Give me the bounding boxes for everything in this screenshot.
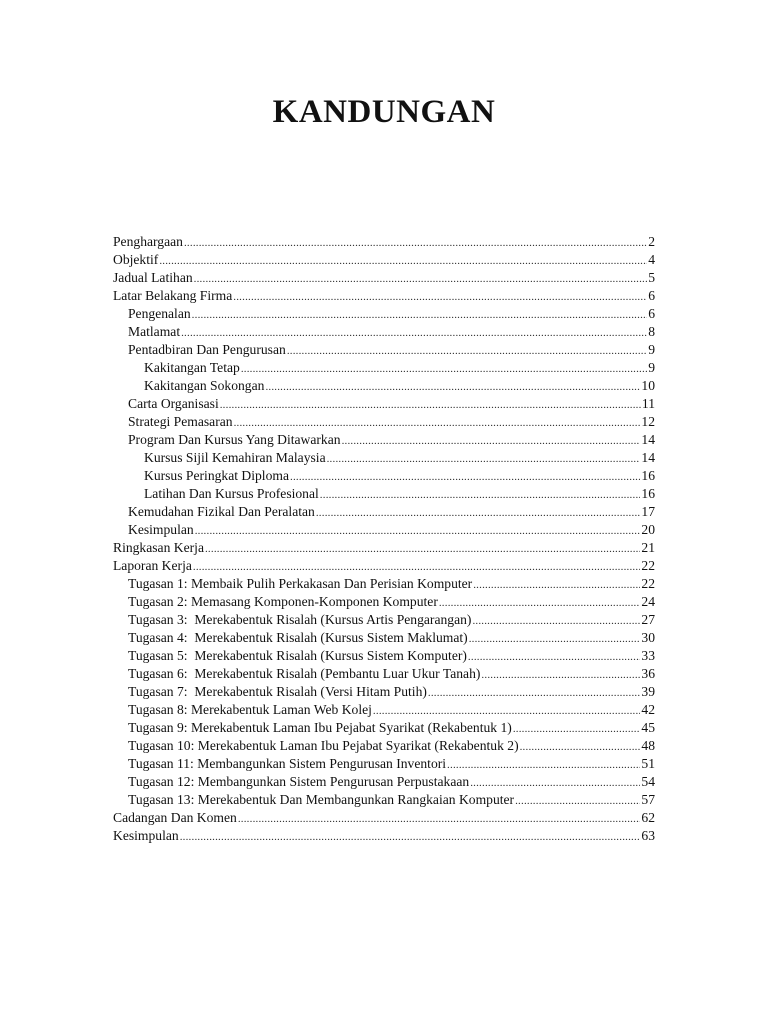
toc-entry-label: Kesimpulan <box>113 828 179 843</box>
toc-entry <box>113 359 655 377</box>
toc-entry-page-number: 45 <box>641 720 655 735</box>
toc-dot-leader <box>205 540 640 558</box>
toc-dot-leader <box>238 810 641 828</box>
toc-dot-leader <box>184 234 647 252</box>
toc-dot-leader <box>316 504 641 522</box>
toc-entry <box>113 503 655 521</box>
toc-entry-label: Tugasan 9: Merekabentuk Laman Ibu Pejabat Syarikat (Rekabentuk 1) <box>128 720 512 735</box>
toc-entry-page-number: 21 <box>641 540 655 555</box>
toc-dot-leader <box>265 378 640 396</box>
toc-entry-page-number: 22 <box>641 576 655 591</box>
toc-entry <box>113 467 655 485</box>
toc-entry-page-number: 6 <box>648 288 655 303</box>
table-of-contents <box>113 233 655 845</box>
toc-entry <box>113 521 655 539</box>
toc-entry-page-number: 8 <box>648 324 655 339</box>
toc-entry <box>113 269 655 287</box>
toc-dot-leader <box>180 828 641 846</box>
toc-entry-page-number: 30 <box>641 630 655 645</box>
toc-entry-label: Latar Belakang Firma <box>113 288 233 303</box>
toc-entry-label: Carta Organisasi <box>128 396 219 411</box>
toc-entry-label: Tugasan 10: Merekabentuk Laman Ibu Pejabat Syarikat (Rekabentuk 2) <box>128 738 519 753</box>
toc-dot-leader <box>469 630 641 648</box>
toc-dot-leader <box>194 270 648 288</box>
toc-entry-label: Penghargaan <box>113 234 183 249</box>
toc-dot-leader <box>241 360 647 378</box>
toc-dot-leader <box>290 468 640 486</box>
toc-entry <box>113 719 655 737</box>
toc-entry-page-number: 57 <box>641 792 655 807</box>
toc-entry-page-number: 27 <box>641 612 655 627</box>
toc-entry-label: Tugasan 7: Merekabentuk Risalah (Versi Hitam Putih) <box>128 684 427 699</box>
toc-entry <box>113 341 655 359</box>
toc-entry <box>113 629 655 647</box>
toc-entry-label: Kakitangan Tetap <box>144 360 240 375</box>
toc-dot-leader <box>513 720 641 738</box>
toc-entry-page-number: 33 <box>641 648 655 663</box>
toc-entry <box>113 737 655 755</box>
toc-entry-page-number: 39 <box>641 684 655 699</box>
toc-entry-page-number: 24 <box>641 594 655 609</box>
toc-entry-page-number: 9 <box>648 342 655 357</box>
toc-entry-label: Kesimpulan <box>128 522 194 537</box>
toc-entry-label: Strategi Pemasaran <box>128 414 233 429</box>
toc-entry-page-number: 51 <box>641 756 655 771</box>
toc-dot-leader <box>428 684 641 702</box>
toc-entry-label: Pentadbiran Dan Pengurusan <box>128 342 286 357</box>
toc-entry-label: Tugasan 12: Membangunkan Sistem Pengurusan Perpustakaan <box>128 774 470 789</box>
toc-entry-page-number: 2 <box>648 234 655 249</box>
toc-entry-label: Pengenalan <box>128 306 191 321</box>
toc-entry-label: Kemudahan Fizikal Dan Peralatan <box>128 504 315 519</box>
toc-entry <box>113 773 655 791</box>
toc-entry-label: Tugasan 6: Merekabentuk Risalah (Pembantu Luar Ukur Tanah) <box>128 666 481 681</box>
toc-entry-page-number: 22 <box>641 558 655 573</box>
toc-entry <box>113 755 655 773</box>
toc-entry <box>113 665 655 683</box>
toc-entry-page-number: 10 <box>641 378 655 393</box>
toc-entry <box>113 305 655 323</box>
toc-entry <box>113 701 655 719</box>
toc-entry-page-number: 5 <box>648 270 655 285</box>
toc-entry <box>113 413 655 431</box>
toc-entry <box>113 791 655 809</box>
toc-entry-page-number: 17 <box>641 504 655 519</box>
toc-dot-leader <box>233 288 647 306</box>
toc-dot-leader <box>515 792 640 810</box>
toc-entry <box>113 593 655 611</box>
toc-entry-page-number: 14 <box>641 450 655 465</box>
toc-entry-label: Cadangan Dan Komen <box>113 810 237 825</box>
toc-entry-page-number: 54 <box>641 774 655 789</box>
toc-dot-leader <box>192 306 648 324</box>
toc-entry-page-number: 42 <box>641 702 655 717</box>
toc-entry <box>113 539 655 557</box>
toc-entry-page-number: 20 <box>641 522 655 537</box>
toc-dot-leader <box>468 648 640 666</box>
toc-entry-page-number: 16 <box>641 468 655 483</box>
toc-entry-page-number: 14 <box>641 432 655 447</box>
toc-entry-label: Program Dan Kursus Yang Ditawarkan <box>128 432 341 447</box>
toc-entry-page-number: 4 <box>648 252 655 267</box>
toc-entry-label: Tugasan 2: Memasang Komponen-Komponen Komputer <box>128 594 438 609</box>
toc-entry <box>113 809 655 827</box>
toc-entry-label: Tugasan 11: Membangunkan Sistem Pengurusan Inventori <box>128 756 447 771</box>
toc-dot-leader <box>320 486 641 504</box>
toc-entry-label: Ringkasan Kerja <box>113 540 204 555</box>
toc-dot-leader <box>220 396 641 414</box>
toc-entry-page-number: 12 <box>641 414 655 429</box>
toc-entry <box>113 557 655 575</box>
toc-entry <box>113 287 655 305</box>
toc-entry-label: Laporan Kerja <box>113 558 192 573</box>
toc-dot-leader <box>470 774 640 792</box>
toc-entry-page-number: 11 <box>641 396 655 411</box>
toc-entry-page-number: 48 <box>641 738 655 753</box>
toc-dot-leader <box>159 252 647 270</box>
toc-entry <box>113 323 655 341</box>
toc-entry <box>113 827 655 845</box>
toc-entry-label: Objektif <box>113 252 159 267</box>
toc-dot-leader <box>287 342 647 360</box>
toc-entry-label: Tugasan 5: Merekabentuk Risalah (Kursus Sistem Komputer) <box>128 648 467 663</box>
toc-dot-leader <box>520 738 641 756</box>
toc-dot-leader <box>342 432 641 450</box>
toc-entry-label: Latihan Dan Kursus Profesional <box>144 486 319 501</box>
toc-entry-page-number: 9 <box>648 360 655 375</box>
toc-entry <box>113 485 655 503</box>
toc-entry-label: Kakitangan Sokongan <box>144 378 265 393</box>
toc-entry-label: Tugasan 8: Merekabentuk Laman Web Kolej <box>128 702 372 717</box>
toc-entry <box>113 611 655 629</box>
toc-entry <box>113 431 655 449</box>
toc-dot-leader <box>472 612 640 630</box>
toc-entry <box>113 233 655 251</box>
toc-entry-label: Kursus Sijil Kemahiran Malaysia <box>144 450 326 465</box>
toc-dot-leader <box>481 666 640 684</box>
toc-entry-label: Tugasan 1: Membaik Pulih Perkakasan Dan Perisian Komputer <box>128 576 473 591</box>
toc-dot-leader <box>195 522 641 540</box>
toc-entry <box>113 647 655 665</box>
toc-entry-page-number: 62 <box>641 810 655 825</box>
toc-entry <box>113 395 655 413</box>
toc-dot-leader <box>473 576 640 594</box>
toc-dot-leader <box>439 594 641 612</box>
toc-dot-leader <box>327 450 641 468</box>
toc-entry-label: Tugasan 13: Merekabentuk Dan Membangunkan Rangkaian Komputer <box>128 792 515 807</box>
toc-dot-leader <box>193 558 641 576</box>
toc-entry-label: Tugasan 3: Merekabentuk Risalah (Kursus Artis Pengarangan) <box>128 612 472 627</box>
toc-entry <box>113 683 655 701</box>
toc-entry-label: Matlamat <box>128 324 181 339</box>
toc-entry <box>113 575 655 593</box>
toc-entry-page-number: 36 <box>641 666 655 681</box>
toc-entry <box>113 377 655 395</box>
page-title: KANDUNGAN <box>272 94 496 130</box>
toc-entry-page-number: 6 <box>648 306 655 321</box>
toc-entry <box>113 449 655 467</box>
toc-dot-leader <box>234 414 641 432</box>
toc-dot-leader <box>447 756 640 774</box>
toc-dot-leader <box>373 702 640 720</box>
toc-entry-page-number: 16 <box>641 486 655 501</box>
toc-entry <box>113 251 655 269</box>
toc-entry-page-number: 63 <box>641 828 655 843</box>
toc-dot-leader <box>181 324 647 342</box>
toc-entry-label: Jadual Latihan <box>113 270 193 285</box>
toc-entry-label: Tugasan 4: Merekabentuk Risalah (Kursus Sistem Maklumat) <box>128 630 468 645</box>
toc-entry-label: Kursus Peringkat Diploma <box>144 468 289 483</box>
